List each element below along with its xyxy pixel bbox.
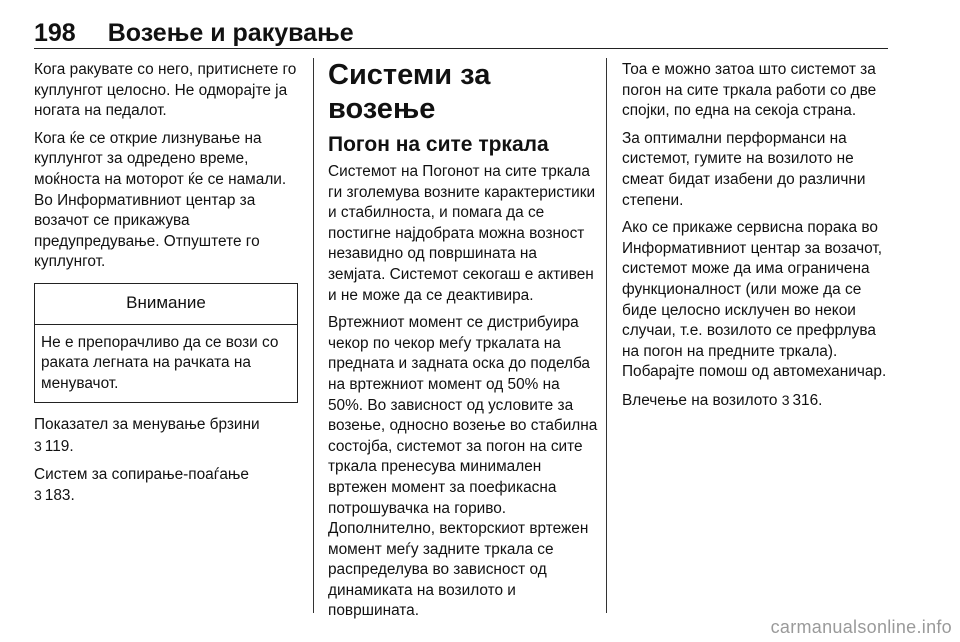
column-left — [34, 60, 302, 514]
reference-text: Влечење на возилото — [622, 391, 778, 409]
cross-reference — [34, 465, 302, 507]
reference-page[interactable]: 183. — [44, 487, 75, 505]
page-header — [34, 10, 888, 48]
running-title: Возење и ракување — [107, 19, 354, 47]
column-divider-2 — [606, 58, 607, 613]
caution-body: Не е препорачливо да се вози со раката легната на рачката на менувачот. — [41, 333, 279, 392]
reference-text: Систем за сопирање-поаѓање — [34, 465, 249, 483]
paragraph: Кога ќе се открие лизнување на куплунгот за одредено време, моќноста на моторот ќе се намали. Во Информативниот центар за возачот се прикажува предупредување. Отпуштете го куплунгот. — [34, 129, 287, 271]
arrow-icon: 3 — [781, 391, 790, 408]
column-right — [622, 60, 894, 419]
arrow-icon: 3 — [34, 437, 42, 454]
subsection-title: Погон на сите тркала — [328, 133, 549, 156]
reference-text: Показател за менување брзини — [34, 416, 260, 434]
watermark: carmanualsonline.info — [770, 617, 952, 637]
paragraph: Тоа е можно затоа што системот за погон на сите тркала работи со две спојки, по една на секоја страна. — [622, 61, 877, 120]
paragraph: Вртежниот момент се дистрибуира чекор по чекор меѓу тркалата на предната и задната оска до поделба на вртежниот момент од 50% на 50%. Во зависност од условите за возење, односно возење во стабилна состојба, системот за погон на сите тркала пренесува минимален вртежен момент за поефикасна потрошувачка на гориво. Дополнително, векторскиот вртежен момент меѓу задните тркала се распределува во зависност од динамиката на возилото и површината. — [328, 314, 598, 620]
paragraph: Кога ракувате со него, притиснете го куплунгот целосно. Не одморајте ја ногата на педалот. — [34, 61, 297, 120]
paragraph: Системот на Погонот на сите тркала ги зголемува возните карактеристики и стабилноста, и помага да се постигне најдобрата можна возност незавидно од површината на земјата. Системот секогаш е активен и не може да се деактивира. — [328, 163, 596, 304]
column-divider-1 — [313, 58, 314, 613]
cross-reference — [34, 415, 302, 457]
reference-page[interactable]: 316. — [792, 391, 823, 409]
reference-page[interactable]: 119. — [44, 437, 74, 455]
cross-reference — [622, 390, 894, 412]
caution-box — [34, 283, 298, 403]
arrow-icon: 3 — [34, 487, 42, 504]
caution-title: Внимание — [35, 284, 297, 325]
header-rule — [34, 48, 888, 49]
section-title: Системи за возење — [328, 59, 491, 125]
paragraph: Ако се прикаже сервисна порака во Информативниот центар за возачот, системот може да има ограничена функционалност (или може да се биде целосно исклучен во некои случаи, т.е. возилото се префрлува на погон на предните тркала). Побарајте помош од автомеханичар. — [622, 219, 887, 381]
column-middle — [328, 60, 598, 629]
paragraph: За оптимални перформанси на системот, гумите на возилото не смеат бидат изабени до различни степени. — [622, 129, 866, 209]
page-number: 198 — [34, 19, 76, 47]
